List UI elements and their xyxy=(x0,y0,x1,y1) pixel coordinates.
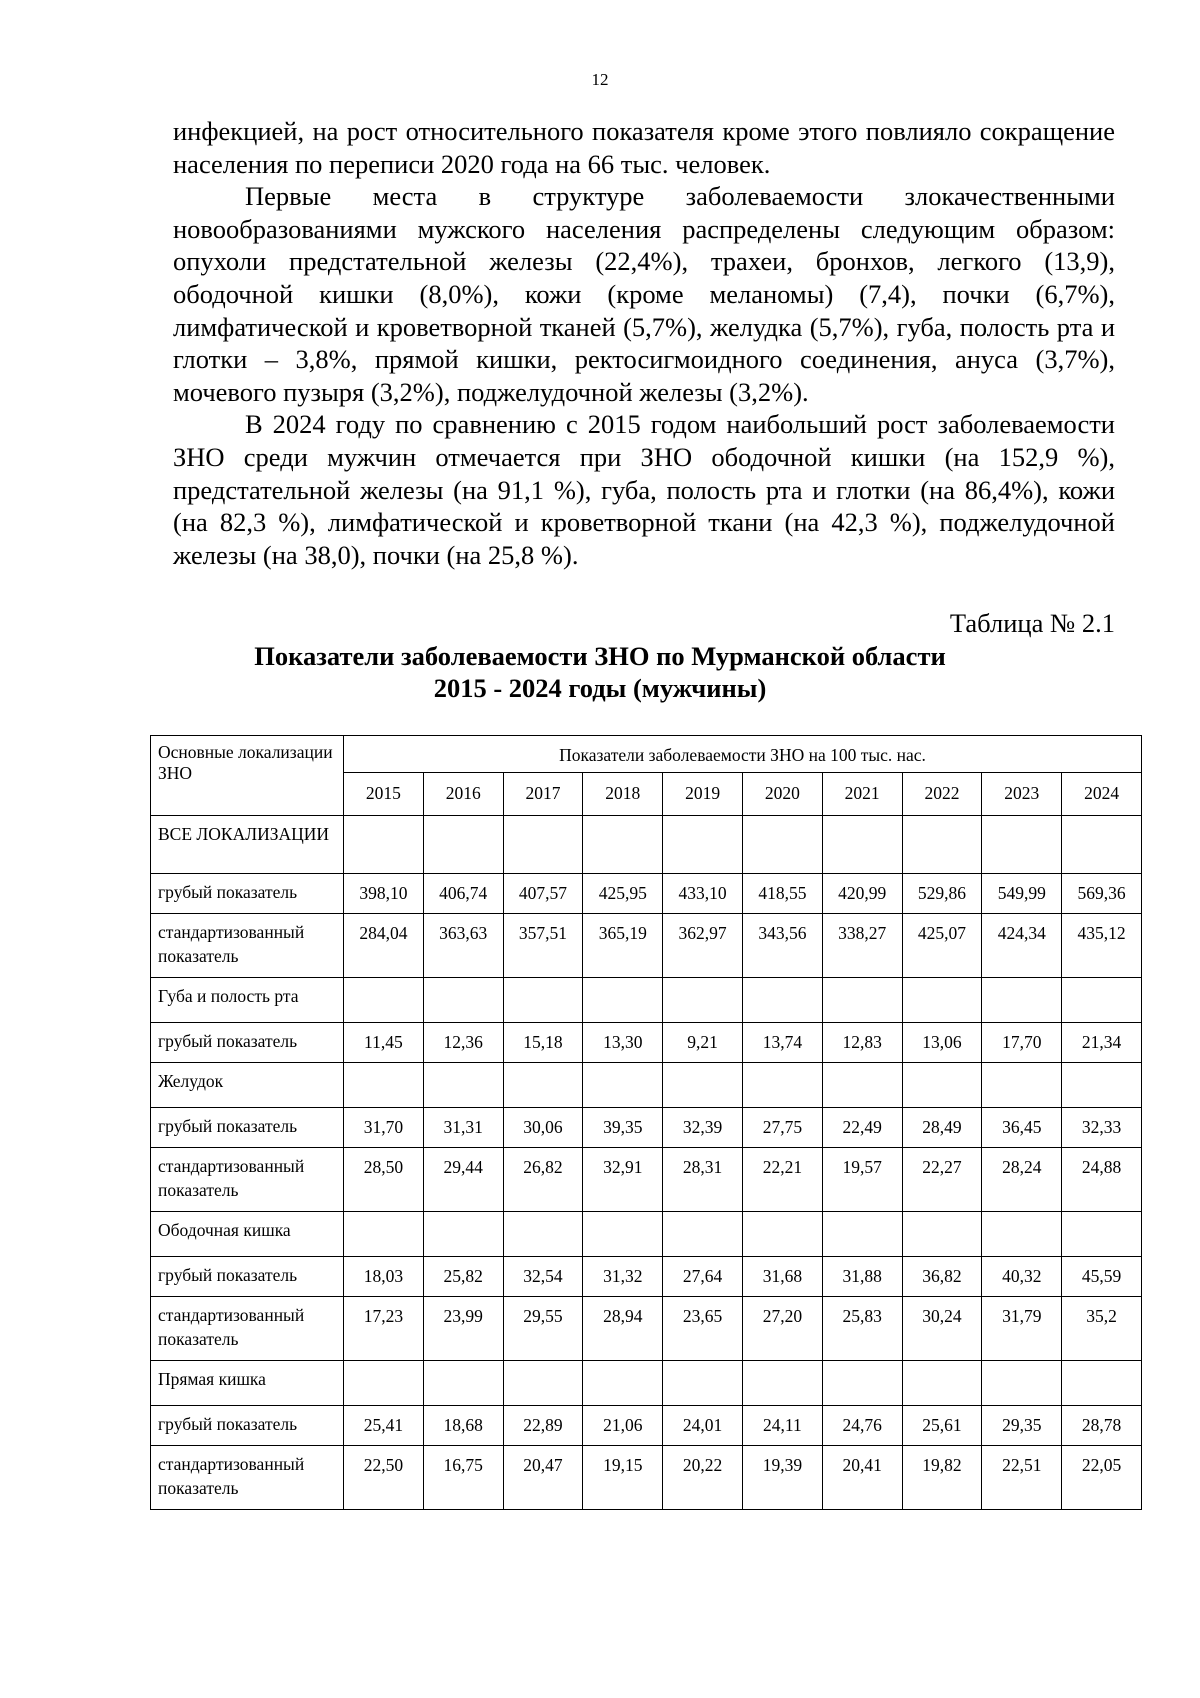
year-header: 2018 xyxy=(583,773,663,816)
section-row xyxy=(151,816,1142,874)
value-cell: 362,97 xyxy=(663,914,743,978)
table-number: Таблица № 2.1 xyxy=(949,608,1115,638)
value-cell: 28,24 xyxy=(982,1148,1062,1212)
empty-cell xyxy=(742,978,822,1023)
value-cell: 27,75 xyxy=(742,1108,822,1148)
value-cell: 357,51 xyxy=(503,914,583,978)
empty-cell xyxy=(902,816,982,874)
row-label: стандартизованный показатель xyxy=(151,914,344,978)
value-cell: 424,34 xyxy=(982,914,1062,978)
empty-cell xyxy=(822,1212,902,1257)
empty-cell xyxy=(503,816,583,874)
value-cell: 31,70 xyxy=(344,1108,424,1148)
year-header: 2021 xyxy=(822,773,902,816)
empty-cell xyxy=(663,816,743,874)
section-label: ВСЕ ЛОКАЛИЗАЦИИ xyxy=(151,816,344,874)
value-cell: 20,41 xyxy=(822,1446,902,1510)
empty-cell xyxy=(742,1063,822,1108)
value-cell: 284,04 xyxy=(344,914,424,978)
value-cell: 425,07 xyxy=(902,914,982,978)
empty-cell xyxy=(1062,1361,1142,1406)
header-localization: Основные локализации ЗНО xyxy=(151,736,344,816)
value-cell: 21,34 xyxy=(1062,1023,1142,1063)
value-cell: 549,99 xyxy=(982,874,1062,914)
value-cell: 420,99 xyxy=(822,874,902,914)
value-cell: 13,06 xyxy=(902,1023,982,1063)
value-cell: 31,79 xyxy=(982,1297,1062,1361)
value-cell: 35,2 xyxy=(1062,1297,1142,1361)
empty-cell xyxy=(902,978,982,1023)
value-cell: 24,76 xyxy=(822,1406,902,1446)
empty-cell xyxy=(982,816,1062,874)
value-cell: 22,05 xyxy=(1062,1446,1142,1510)
value-cell: 22,49 xyxy=(822,1108,902,1148)
value-cell: 529,86 xyxy=(902,874,982,914)
empty-cell xyxy=(663,1212,743,1257)
empty-cell xyxy=(902,1212,982,1257)
value-cell: 338,27 xyxy=(822,914,902,978)
empty-cell xyxy=(742,1361,822,1406)
empty-cell xyxy=(344,1063,424,1108)
value-cell: 11,45 xyxy=(344,1023,424,1063)
data-row xyxy=(151,1148,1142,1212)
empty-cell xyxy=(344,1212,424,1257)
value-cell: 22,51 xyxy=(982,1446,1062,1510)
empty-cell xyxy=(503,1063,583,1108)
value-cell: 27,20 xyxy=(742,1297,822,1361)
empty-cell xyxy=(344,1361,424,1406)
row-label: стандартизованный показатель xyxy=(151,1297,344,1361)
year-header: 2022 xyxy=(902,773,982,816)
section-label: Прямая кишка xyxy=(151,1361,344,1406)
value-cell: 22,50 xyxy=(344,1446,424,1510)
data-row xyxy=(151,1108,1142,1148)
table-title-line1: Показатели заболеваемости ЗНО по Мурманской области xyxy=(254,641,946,671)
value-cell: 425,95 xyxy=(583,874,663,914)
empty-cell xyxy=(503,978,583,1023)
data-row xyxy=(151,914,1142,978)
empty-cell xyxy=(344,816,424,874)
value-cell: 30,24 xyxy=(902,1297,982,1361)
section-label: Желудок xyxy=(151,1063,344,1108)
value-cell: 12,83 xyxy=(822,1023,902,1063)
table-title-line2: 2015 - 2024 годы (мужчины) xyxy=(433,673,767,703)
value-cell: 32,33 xyxy=(1062,1108,1142,1148)
value-cell: 31,32 xyxy=(583,1257,663,1297)
year-header: 2024 xyxy=(1062,773,1142,816)
empty-cell xyxy=(503,1361,583,1406)
value-cell: 18,03 xyxy=(344,1257,424,1297)
value-cell: 28,78 xyxy=(1062,1406,1142,1446)
year-header: 2023 xyxy=(982,773,1062,816)
data-row xyxy=(151,1406,1142,1446)
value-cell: 25,82 xyxy=(423,1257,503,1297)
empty-cell xyxy=(822,1063,902,1108)
value-cell: 20,22 xyxy=(663,1446,743,1510)
data-row xyxy=(151,1023,1142,1063)
empty-cell xyxy=(423,1063,503,1108)
value-cell: 22,89 xyxy=(503,1406,583,1446)
value-cell: 398,10 xyxy=(344,874,424,914)
value-cell: 28,31 xyxy=(663,1148,743,1212)
empty-cell xyxy=(583,978,663,1023)
empty-cell xyxy=(902,1063,982,1108)
value-cell: 19,57 xyxy=(822,1148,902,1212)
row-label: стандартизованный показатель xyxy=(151,1148,344,1212)
row-label: грубый показатель xyxy=(151,874,344,914)
value-cell: 406,74 xyxy=(423,874,503,914)
header-incidence-group: Показатели заболеваемости ЗНО на 100 тыс. нас. xyxy=(344,736,1142,773)
empty-cell xyxy=(822,816,902,874)
value-cell: 18,68 xyxy=(423,1406,503,1446)
empty-cell xyxy=(663,1361,743,1406)
value-cell: 31,31 xyxy=(423,1108,503,1148)
row-label: грубый показатель xyxy=(151,1108,344,1148)
value-cell: 19,82 xyxy=(902,1446,982,1510)
value-cell: 32,91 xyxy=(583,1148,663,1212)
section-row xyxy=(151,1063,1142,1108)
value-cell: 36,45 xyxy=(982,1108,1062,1148)
value-cell: 24,88 xyxy=(1062,1148,1142,1212)
value-cell: 32,54 xyxy=(503,1257,583,1297)
value-cell: 25,61 xyxy=(902,1406,982,1446)
value-cell: 24,01 xyxy=(663,1406,743,1446)
section-label: Губа и полость рта xyxy=(151,978,344,1023)
empty-cell xyxy=(423,978,503,1023)
empty-cell xyxy=(822,978,902,1023)
year-header: 2019 xyxy=(663,773,743,816)
empty-cell xyxy=(822,1361,902,1406)
empty-cell xyxy=(583,1212,663,1257)
value-cell: 9,21 xyxy=(663,1023,743,1063)
body-text xyxy=(173,115,1115,571)
section-row xyxy=(151,1361,1142,1406)
empty-cell xyxy=(1062,1212,1142,1257)
value-cell: 25,83 xyxy=(822,1297,902,1361)
year-header: 2020 xyxy=(742,773,822,816)
empty-cell xyxy=(423,816,503,874)
value-cell: 26,82 xyxy=(503,1148,583,1212)
value-cell: 23,65 xyxy=(663,1297,743,1361)
value-cell: 19,39 xyxy=(742,1446,822,1510)
value-cell: 16,75 xyxy=(423,1446,503,1510)
value-cell: 363,63 xyxy=(423,914,503,978)
value-cell: 40,32 xyxy=(982,1257,1062,1297)
empty-cell xyxy=(902,1361,982,1406)
value-cell: 27,64 xyxy=(663,1257,743,1297)
value-cell: 22,27 xyxy=(902,1148,982,1212)
empty-cell xyxy=(982,1063,1062,1108)
value-cell: 13,74 xyxy=(742,1023,822,1063)
value-cell: 29,55 xyxy=(503,1297,583,1361)
empty-cell xyxy=(742,816,822,874)
data-row xyxy=(151,1257,1142,1297)
empty-cell xyxy=(583,1361,663,1406)
empty-cell xyxy=(982,1212,1062,1257)
row-label: грубый показатель xyxy=(151,1023,344,1063)
value-cell: 433,10 xyxy=(663,874,743,914)
value-cell: 25,41 xyxy=(344,1406,424,1446)
value-cell: 17,23 xyxy=(344,1297,424,1361)
section-label: Ободочная кишка xyxy=(151,1212,344,1257)
value-cell: 12,36 xyxy=(423,1023,503,1063)
value-cell: 36,82 xyxy=(902,1257,982,1297)
empty-cell xyxy=(423,1212,503,1257)
value-cell: 21,06 xyxy=(583,1406,663,1446)
value-cell: 28,50 xyxy=(344,1148,424,1212)
value-cell: 31,88 xyxy=(822,1257,902,1297)
year-header: 2017 xyxy=(503,773,583,816)
empty-cell xyxy=(1062,978,1142,1023)
empty-cell xyxy=(583,816,663,874)
year-header: 2016 xyxy=(423,773,503,816)
section-row xyxy=(151,1212,1142,1257)
empty-cell xyxy=(583,1063,663,1108)
value-cell: 343,56 xyxy=(742,914,822,978)
empty-cell xyxy=(503,1212,583,1257)
value-cell: 31,68 xyxy=(742,1257,822,1297)
data-row xyxy=(151,874,1142,914)
value-cell: 20,47 xyxy=(503,1446,583,1510)
page-number: 12 xyxy=(591,70,609,89)
value-cell: 28,94 xyxy=(583,1297,663,1361)
paragraph-growth: В 2024 году по сравнению с 2015 годом наибольший рост заболеваемости ЗНО среди мужчин отмечается при ЗНО ободочной кишки (на 152,9 %), предстательной железы (на 91,1 %), губа, полость рта и глотки (на 86,4%), кожи (на 82,3 %), лимфатической и кроветворной ткани (на 42,3 %), поджелудочной железы (на 38,0), почки (на 25,8 %). xyxy=(173,409,1115,570)
empty-cell xyxy=(663,1063,743,1108)
row-label: грубый показатель xyxy=(151,1406,344,1446)
empty-cell xyxy=(344,978,424,1023)
table-title xyxy=(0,640,1200,704)
row-label: грубый показатель xyxy=(151,1257,344,1297)
value-cell: 418,55 xyxy=(742,874,822,914)
paragraph-continuation: инфекцией, на рост относительного показателя кроме этого повлияло сокращение населения по переписи 2020 года на 66 тыс. человек. xyxy=(173,116,1115,179)
paragraph-structure: Первые места в структуре заболеваемости злокачественными новообразованиями мужского населения распределены следующим образом: опухоли предстательной железы (22,4%), трахеи, бронхов, легкого (13,9), ободочной кишки (8,0%), кожи (кроме меланомы) (7,4), почки (6,7%), лимфатической и кроветворной тканей (5,7%), желудка (5,7%), губа, полость рта и глотки – 3,8%, прямой кишки, ректосигмоидного соединения, ануса (3,7%), мочевого пузыря (3,2%), поджелудочной железы (3,2%). xyxy=(173,181,1115,407)
empty-cell xyxy=(1062,816,1142,874)
empty-cell xyxy=(742,1212,822,1257)
row-label: стандартизованный показатель xyxy=(151,1446,344,1510)
data-row xyxy=(151,1446,1142,1510)
value-cell: 23,99 xyxy=(423,1297,503,1361)
empty-cell xyxy=(982,978,1062,1023)
empty-cell xyxy=(423,1361,503,1406)
value-cell: 45,59 xyxy=(1062,1257,1142,1297)
value-cell: 17,70 xyxy=(982,1023,1062,1063)
value-cell: 39,35 xyxy=(583,1108,663,1148)
value-cell: 29,44 xyxy=(423,1148,503,1212)
year-header: 2015 xyxy=(344,773,424,816)
value-cell: 13,30 xyxy=(583,1023,663,1063)
value-cell: 24,11 xyxy=(742,1406,822,1446)
value-cell: 30,06 xyxy=(503,1108,583,1148)
value-cell: 22,21 xyxy=(742,1148,822,1212)
empty-cell xyxy=(982,1361,1062,1406)
empty-cell xyxy=(663,978,743,1023)
data-row xyxy=(151,1297,1142,1361)
value-cell: 407,57 xyxy=(503,874,583,914)
empty-cell xyxy=(1062,1063,1142,1108)
section-row xyxy=(151,978,1142,1023)
value-cell: 28,49 xyxy=(902,1108,982,1148)
value-cell: 15,18 xyxy=(503,1023,583,1063)
incidence-table xyxy=(150,735,1142,1510)
value-cell: 29,35 xyxy=(982,1406,1062,1446)
value-cell: 32,39 xyxy=(663,1108,743,1148)
value-cell: 19,15 xyxy=(583,1446,663,1510)
value-cell: 365,19 xyxy=(583,914,663,978)
value-cell: 569,36 xyxy=(1062,874,1142,914)
value-cell: 435,12 xyxy=(1062,914,1142,978)
